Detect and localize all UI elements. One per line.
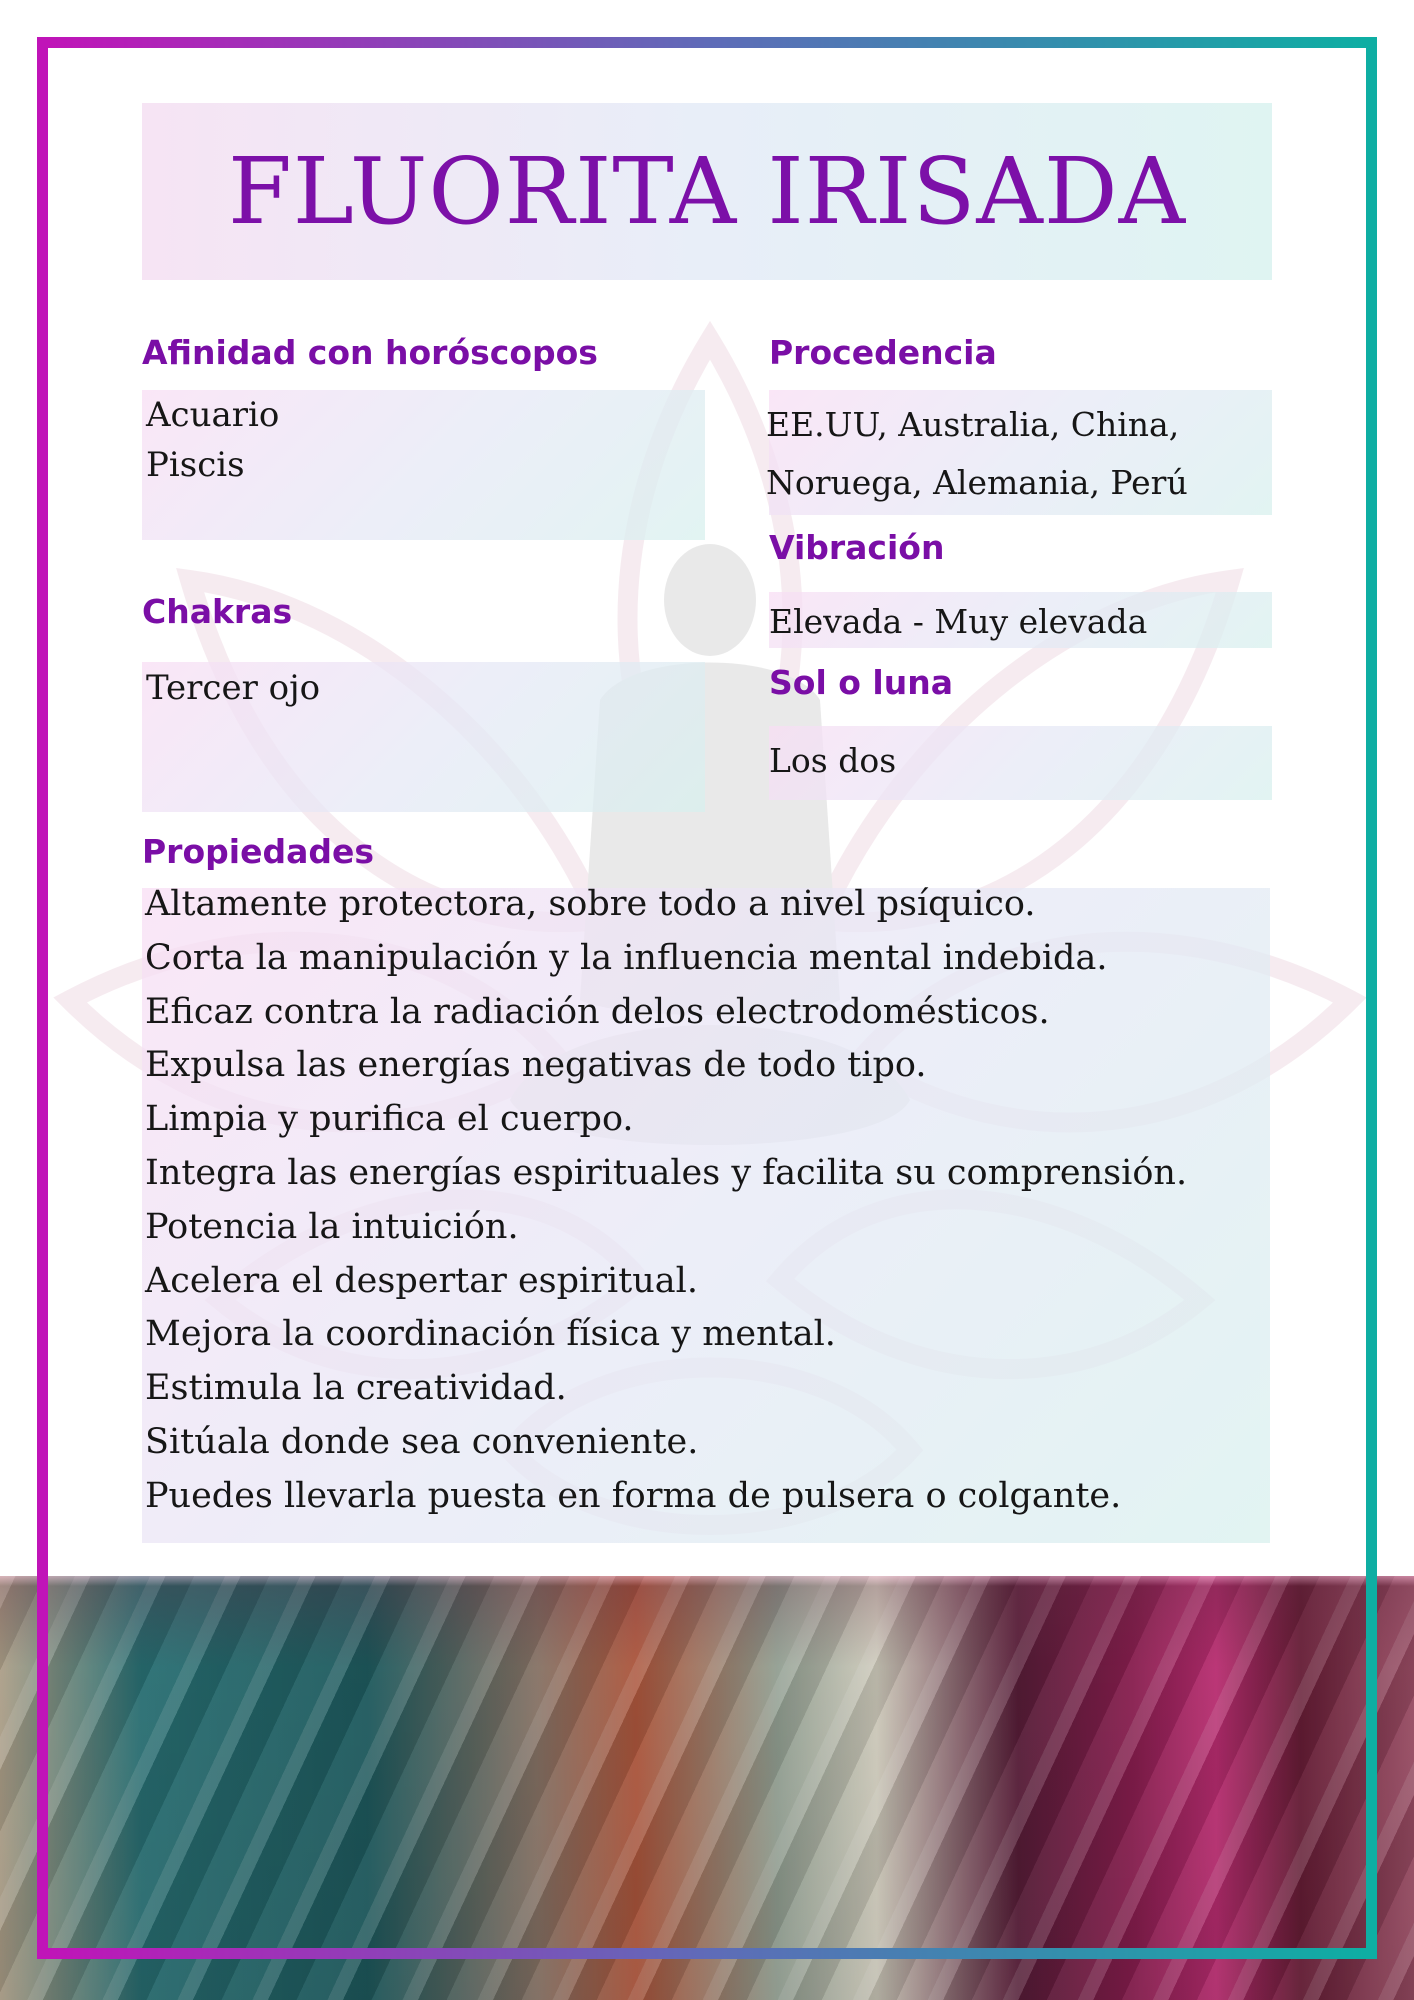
origin-line: EE.UU, Australia, China, [766,405,1180,444]
origin-label: Procedencia [769,333,997,372]
properties-label: Propiedades [142,832,374,871]
vibration-label: Vibración [769,528,945,567]
property-item: Corta la manipulación y la influencia mental indebida. [145,937,1108,978]
sun-moon-box [769,726,1272,800]
property-item: Expulsa las energías negativas de todo tipo. [145,1045,927,1086]
property-item: Sitúala donde sea conveniente. [145,1421,699,1462]
origin-line: Noruega, Alemania, Perú [766,463,1188,502]
chakras-box [142,662,705,812]
properties-list [145,878,1187,1524]
property-item: Limpia y purifica el cuerpo. [145,1099,634,1140]
property-item: Potencia la intuición. [145,1206,519,1247]
origin-value [766,396,1188,512]
title-banner [142,103,1272,280]
horoscopes-list [146,390,279,490]
horoscope-item: Piscis [146,445,245,485]
property-item: Acelera el despertar espiritual. [145,1260,698,1301]
origin-box [766,390,1272,515]
property-item: Estimula la creatividad. [145,1368,567,1409]
sun-moon-label: Sol o luna [769,663,953,702]
vibration-value: Elevada - Muy elevada [769,602,1148,641]
property-item: Mejora la coordinación física y mental. [145,1314,836,1355]
property-item: Altamente protectora, sobre todo a nivel psíquico. [145,884,1036,924]
property-item: Integra las energías espirituales y facilita su comprensión. [145,1152,1188,1193]
chakras-value: Tercer ojo [146,668,321,708]
property-item: Eficaz contra la radiación delos electrodomésticos. [145,991,1050,1032]
page-title: FLUORITA IRISADA [227,138,1187,245]
horoscopes-label: Afinidad con horóscopos [142,333,598,372]
properties-box [142,884,1270,1543]
horoscopes-box [142,390,705,540]
fluorite-crystal-photo [0,1576,1414,2000]
horoscope-item: Acuario [146,395,280,435]
chakras-label: Chakras [142,592,293,631]
sun-moon-value: Los dos [769,741,897,780]
vibration-box [769,592,1272,648]
property-item: Puedes llevarla puesta en forma de pulsera o colgante. [145,1475,1122,1516]
